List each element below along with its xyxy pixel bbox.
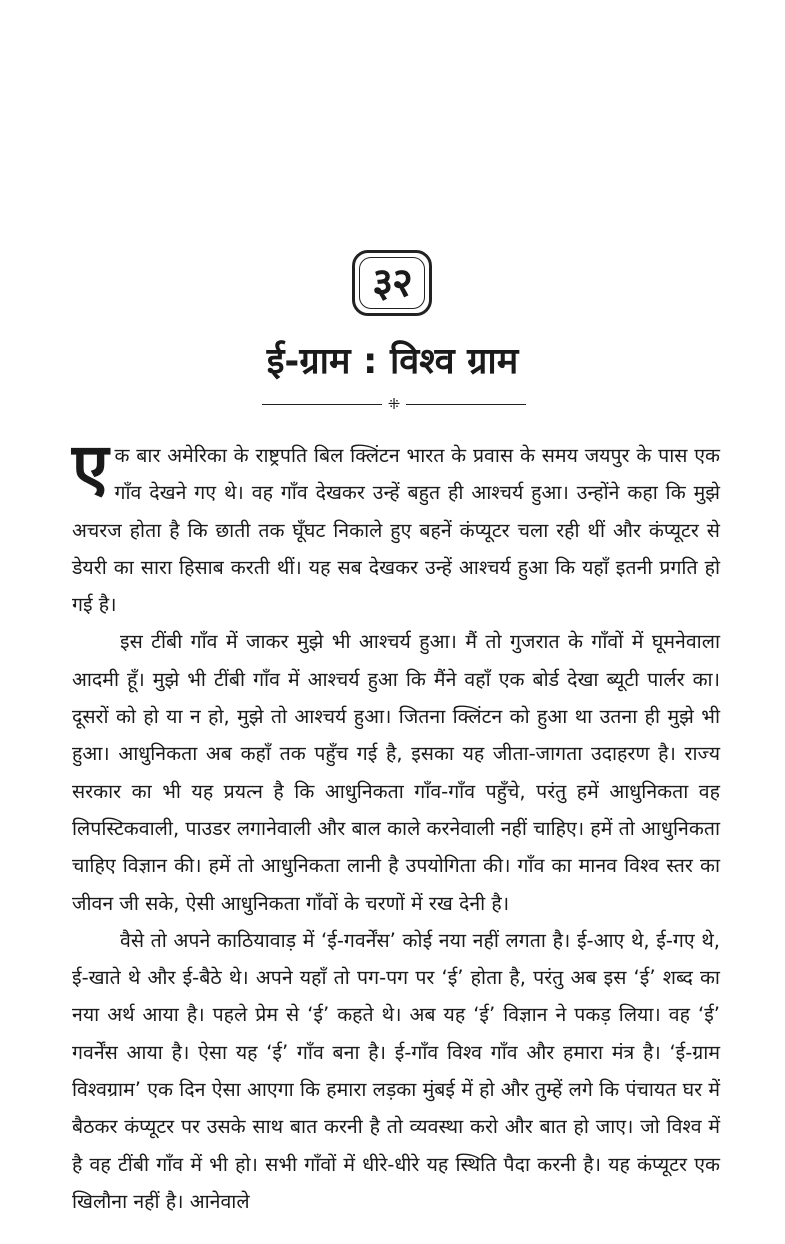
divider-rule-left	[262, 404, 382, 405]
paragraph-1-text: क बार अमेरिका के राष्ट्रपति बिल क्लिंटन भारत के प्रवास के समय जयपुर के पास एक गाँव देखने गए थे। वह गाँव देखकर उन्हें बहुत ही आश्चर्य हुआ। उन्होंने कहा कि मुझे अचरज होता है कि छाती तक घूँघट निकाले हुए बहनें कंप्यूटर चला रही थीं और कंप्यूटर से डेयरी का सारा हिसाब करती थीं। यह सब देखकर उन्हें आश्चर्य हुआ कि यहाँ इतनी प्रगति हो गई है।	[72, 444, 720, 617]
chapter-number: ३२	[372, 260, 412, 306]
drop-cap: ए	[72, 429, 109, 506]
paragraph-3: वैसे तो अपने काठियावाड़ में ‘ई-गवर्नेंस’ कोई नया नहीं लगता है। ई-आए थे, ई-गए थे, ई-खाते थे और ई-बैठे थे। अपने यहाँ तो पग-पग पर ‘ई’ होता है, परंतु अब इस ‘ई’ शब्द का नया अर्थ आया है। पहले प्रेम से ‘ई’ कहते थे। अब यह ‘ई’ विज्ञान ने पकड़ लिया। वह ‘ई’ गवर्नेंस आया है। ऐसा यह ‘ई’ गाँव बना है। ई-गाँव विश्व गाँव और हमारा मंत्र है। ‘ई-ग्राम विश्वग्राम’ एक दिन ऐसा आएगा कि हमारा लड़का मुंबई में हो और तुम्हें लगे कि पंचायत घर में बैठकर कंप्यूटर पर उसके साथ बात करनी है तो व्यवस्था करो और बात हो जाए। जो विश्व में है वह टींबी गाँव में भी हो। सभी गाँवों में धीरे-धीरे यह स्थिति पैदा करनी है। यह कंप्यूटर एक खिलौना नहीं है। आनेवाले	[72, 928, 720, 1213]
paragraph-1	[72, 429, 720, 623]
chapter-title: ई-ग्राम : विश्व ग्राम	[266, 341, 519, 382]
title-divider	[262, 396, 526, 412]
paragraph-2: इस टींबी गाँव में जाकर मुझे भी आश्चर्य हुआ। मैं तो गुजरात के गाँवों में घूमनेवाला आदमी हूँ। मुझे भी टींबी गाँव में आश्चर्य हुआ कि मैंने वहाँ एक बोर्ड देखा ब्यूटी पार्लर का। दूसरों को हो या न हो, मुझे तो आश्चर्य हुआ। जितना क्लिंटन को हुआ था उतना ही मुझे भी हुआ। आधुनिकता अब कहाँ तक पहुँच गई है, इसका यह जीता-जागता उदाहरण है। राज्य सरकार का भी यह प्रयत्न है कि आधुनिकता गाँव-गाँव पहुँचे, परंतु हमें आधुनिकता वह लिपस्टिकवाली, पाउडर लगानेवाली और बाल काले करनेवाली नहीं चाहिए। हमें तो आधुनिकता चाहिए विज्ञान की। हमें तो आधुनिकता लानी है उपयोगिता की। गाँव का मानव विश्व स्तर का जीवन जी सके, ऐसी आधुनिकता गाँवों के चरणों में रख देनी है।	[72, 630, 720, 915]
chapter-number-badge	[352, 250, 432, 316]
divider-rule-right	[406, 404, 526, 405]
chapter-body	[72, 429, 720, 1220]
divider-ornament-icon: ⁜	[387, 395, 401, 413]
